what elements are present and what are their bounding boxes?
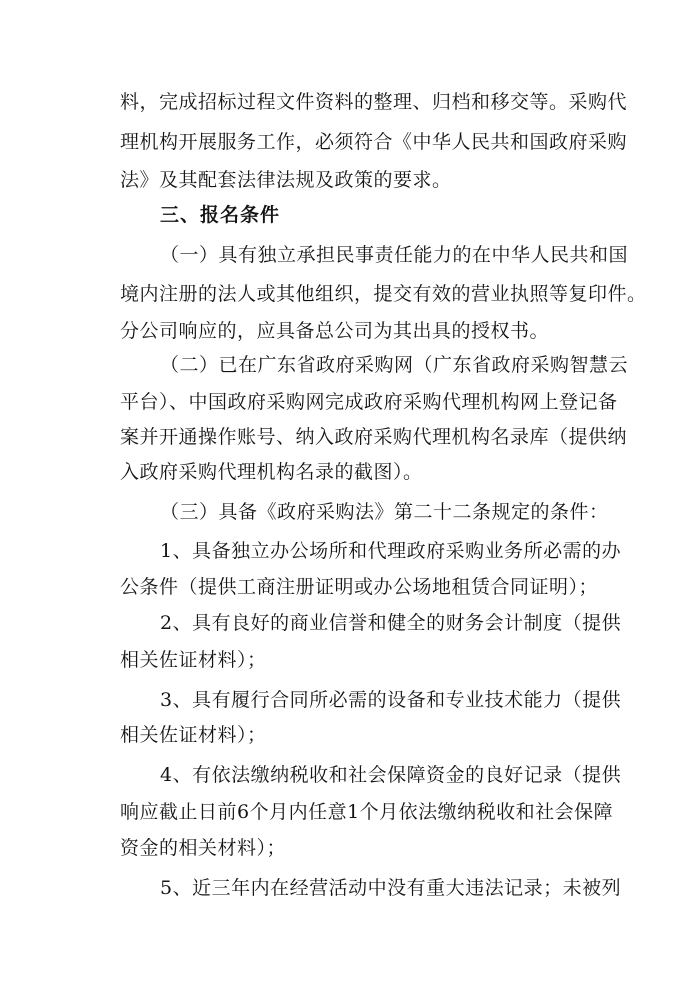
- section-heading: 三、报名条件: [160, 204, 281, 226]
- text-line-21: 资金的相关材料）；: [120, 837, 287, 859]
- text-line-1: 料，完成招标过程文件资料的整理、归档和移交等。采购代: [120, 91, 628, 113]
- text-line-7: 分公司响应的，应具备总公司为其出具的授权书。: [120, 320, 550, 342]
- text-line-3: 法》及其配套法律法规及政策的要求。: [120, 169, 452, 191]
- text-line-9: 平台）、中国政府采购网完成政府采购代理机构网上登记备: [120, 391, 618, 413]
- text-line-13: 1、具备独立办公场所和代理政府采购业务所必需的办: [160, 540, 622, 562]
- text-line-10: 案并开通操作账号、纳入政府采购代理机构名录库（提供纳: [120, 426, 628, 448]
- text-line-18: 相关佐证材料）；: [120, 724, 267, 746]
- text-line-14: 公条件（提供工商注册证明或办公场地租赁合同证明）；: [120, 576, 599, 598]
- text-line-5: （一）具有独立承担民事责任能力的在中华人民共和国: [160, 244, 629, 266]
- text-line-17: 3、具有履行合同所必需的设备和专业技术能力（提供: [160, 689, 622, 711]
- text-line-8: （二）已在广东省政府采购网（广东省政府采购智慧云: [160, 354, 629, 376]
- text-line-2: 理机构开展服务工作，必须符合《中华人民共和国政府采购: [120, 131, 628, 153]
- text-line-16: 相关佐证材料）；: [120, 649, 267, 671]
- text-line-22: 5、近三年内在经营活动中没有重大违法记录；未被列: [160, 877, 622, 899]
- text-line-12: （三）具备《政府采购法》第二十二条规定的条件：: [160, 501, 609, 523]
- text-line-15: 2、具有良好的商业信誉和健全的财务会计制度（提供: [160, 612, 622, 634]
- text-line-6: 境内注册的法人或其他组织，提交有效的营业执照等复印件。: [120, 283, 647, 305]
- text-line-11: 入政府采购代理机构名录的截图）。: [120, 461, 423, 483]
- text-line-20: 响应截止日前6个月内任意1个月依法缴纳税收和社会保障: [120, 801, 614, 823]
- text-line-19: 4、有依法缴纳税收和社会保障资金的良好记录（提供: [160, 764, 622, 786]
